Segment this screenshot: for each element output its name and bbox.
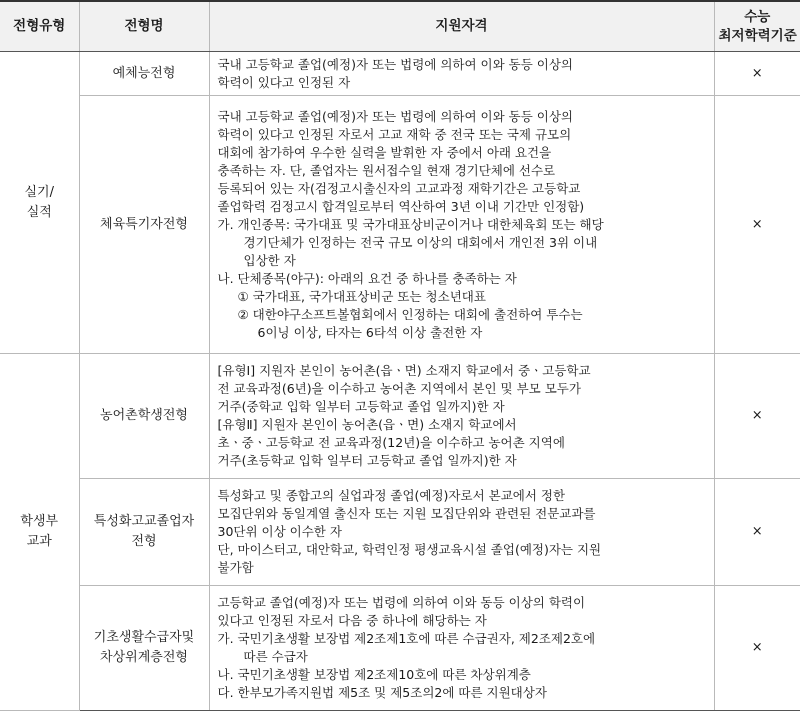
header-qualification: 지원자격 xyxy=(209,1,714,52)
qualification-line: 고등학교 졸업(예정)자 또는 법령에 의하여 이와 동등 이상의 학력이 xyxy=(217,595,586,610)
qualification-line: 국내 고등학교 졸업(예정)자 또는 법령에 의하여 이와 동등 이상의 xyxy=(217,108,573,124)
track-name-line: 기초생활수급자및 xyxy=(93,630,195,645)
qualification-cell xyxy=(209,96,714,354)
track-name-line: 특성화고교졸업자 xyxy=(93,514,195,529)
track-name-line: 차상위계층전형 xyxy=(100,650,188,665)
header-csat xyxy=(714,1,800,52)
track-name xyxy=(79,479,209,586)
track-name-line: 전형 xyxy=(131,534,157,549)
qualification-cell xyxy=(209,52,714,96)
qualification-line: 가. 국민기초생활 보장법 제2조제1호에 따른 수급권자, 제2조제2호에 xyxy=(217,631,596,646)
qualification-line: 불가함 xyxy=(217,560,254,575)
qualification-line: [유형Ⅰ] 지원자 본인이 농어촌(읍ㆍ면) 소재지 학교에서 중ㆍ고등학교 xyxy=(217,363,591,378)
qualification-line: 특성화고 및 종합고의 실업과정 졸업(예정)자로서 본교에서 정한 xyxy=(217,488,566,503)
category-record-line2: 교과 xyxy=(26,534,52,549)
qualification-line: 거주(초등학교 입학 일부터 고등학교 졸업 일까지)한 자 xyxy=(217,453,517,468)
qualification-line: 따른 수급자 xyxy=(243,649,308,664)
qualification-line: 졸업학력 검정고시 합격일로부터 역산하여 3년 이내 기간만 인정함) xyxy=(217,198,585,214)
csat-mark: × xyxy=(714,586,800,711)
qualification-line: 나. 단체종목(야구): 아래의 요건 중 하나를 충족하는 자 xyxy=(217,270,517,286)
table-row xyxy=(0,479,800,586)
qualification-line: 6이닝 이상, 타자는 6타석 이상 출전한 자 xyxy=(257,324,483,340)
qualification-line: 입상한 자 xyxy=(243,252,296,268)
header-name: 전형명 xyxy=(79,1,209,52)
header-row xyxy=(0,1,800,52)
csat-mark: × xyxy=(714,479,800,586)
track-name-line: 체육특기자전형 xyxy=(100,216,188,232)
table-row xyxy=(0,96,800,354)
track-name xyxy=(79,96,209,354)
table-row xyxy=(0,586,800,711)
table-row xyxy=(0,354,800,479)
qualification-line: 거주(중학교 입학 일부터 고등학교 졸업 일까지)한 자 xyxy=(217,399,505,414)
csat-mark: × xyxy=(714,96,800,354)
track-name-line: 예체능전형 xyxy=(112,65,176,81)
qualification-line: 나. 국민기초생활 보장법 제2조제10호에 따른 차상위계층 xyxy=(217,667,531,682)
qualification-cell xyxy=(209,354,714,479)
table-row xyxy=(0,52,800,96)
category-record xyxy=(0,354,79,711)
qualification-line: 다. 한부모가족지원법 제5조 및 제5조의2에 따른 지원대상자 xyxy=(217,685,547,700)
qualification-cell xyxy=(209,479,714,586)
qualification-line: ① 국가대표, 국가대표상비군 또는 청소년대표 xyxy=(237,288,486,304)
qualification-cell xyxy=(209,586,714,711)
track-name xyxy=(79,52,209,96)
header-csat-line2: 최저학력기준 xyxy=(718,27,797,44)
qualification-line: 등록되어 있는 자(검정고시출신자의 고교과정 재학기간은 고등학교 xyxy=(217,180,581,196)
qualification-line: 있다고 인정된 자로서 다음 중 하나에 해당하는 자 xyxy=(217,613,487,628)
header-csat-line1: 수능 xyxy=(744,8,771,25)
qualification-line: 모집단위와 동일계열 출신자 또는 지원 모집단위와 관련된 전문교과를 xyxy=(217,506,596,521)
header-type: 전형유형 xyxy=(0,1,79,52)
qualification-line: 충족하는 자. 단, 졸업자는 원서접수일 현재 경기단체에 선수로 xyxy=(217,162,556,178)
qualification-line: 초ㆍ중ㆍ고등학교 전 교육과정(12년)을 이수하고 농어촌 지역에 xyxy=(217,435,565,450)
qualification-line: ② 대한야구소프트볼협회에서 인정하는 대회에 출전하여 투수는 xyxy=(237,306,583,322)
track-name xyxy=(79,586,209,711)
qualification-line: 가. 개인종목: 국가대표 및 국가대표상비군이거나 대한체육회 또는 해당 xyxy=(217,216,604,232)
track-name xyxy=(79,354,209,479)
qualification-line: 대회에 참가하여 우수한 실력을 발휘한 자 중에서 아래 요건을 xyxy=(217,144,552,160)
qualification-line: 전 교육과정(6년)을 이수하고 농어촌 지역에서 본인 및 부모 모두가 xyxy=(217,381,581,396)
category-practical-line1: 실기/ xyxy=(24,184,54,200)
qualification-line: 30단위 이상 이수한 자 xyxy=(217,524,342,539)
qualification-line: 학력이 있다고 인정된 자로서 고교 재학 중 전국 또는 국제 규모의 xyxy=(217,126,572,142)
qualification-line: [유형Ⅱ] 지원자 본인이 농어촌(읍ㆍ면) 소재지 학교에서 xyxy=(217,417,517,432)
category-practical-line2: 실적 xyxy=(26,204,52,220)
csat-mark: × xyxy=(714,52,800,96)
track-name-line: 농어촌학생전형 xyxy=(100,408,188,423)
csat-mark: × xyxy=(714,354,800,479)
qualification-line: 학력이 있다고 인정된 자 xyxy=(217,74,351,90)
qualification-line: 단, 마이스터고, 대안학교, 학력인정 평생교육시설 졸업(예정)자는 지원 xyxy=(217,542,602,557)
qualification-line: 국내 고등학교 졸업(예정)자 또는 법령에 의하여 이와 동등 이상의 xyxy=(217,56,573,72)
qualification-line: 경기단체가 인정하는 전국 규모 이상의 대회에서 개인전 3위 이내 xyxy=(243,234,598,250)
category-practical xyxy=(0,52,79,354)
category-record-line1: 학생부 xyxy=(20,514,59,529)
